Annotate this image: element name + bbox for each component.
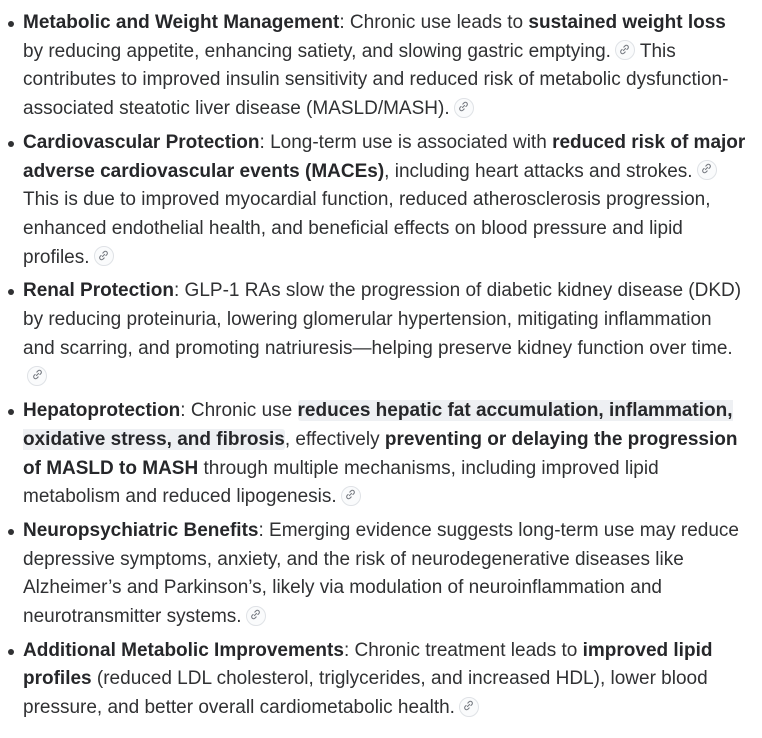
item-text: Chronic use leads to [344,12,529,33]
list-item-metabolic [8,9,746,124]
item-text: (reduced LDL cholesterol, triglycerides, and increased HDL), lower blood pressure, and better overall cardiometabolic health. [23,668,708,719]
item-colon: : [258,519,264,541]
link-icon[interactable] [615,40,635,60]
link-icon[interactable] [459,697,479,717]
benefits-list [8,9,746,723]
item-heading: Neuropsychiatric Benefits [23,519,259,541]
item-text: This is due to improved myocardial function, reduced atherosclerosis progression, enhanced endothelial health, and beneficial effects on blood pressure and lipid profiles. [23,189,711,268]
item-text: This contributes to improved insulin sensitivity and reduced risk of metabolic dysfunction-associated steatotic liver disease (MASLD/MASH). [23,40,729,120]
item-text: by reducing appetite, enhancing satiety, and slowing gastric emptying. [23,40,611,62]
item-bold-text: sustained weight loss [528,12,726,33]
link-icon[interactable] [94,246,114,266]
link-icon[interactable] [246,606,266,626]
item-bold-text: preventing or delaying the progression of MASLD to MASH [23,428,738,479]
item-colon: : [173,280,180,302]
link-icon[interactable] [341,486,361,506]
list-item-renal [8,277,746,392]
link-icon[interactable] [454,98,474,118]
list-item-neuropsychiatric [8,517,746,632]
item-text: GLP-1 RAs slow the progression of diabetic kidney disease (DKD) by reducing proteinuria, lowering glomerular hypertension, mitigating inflammation and scarring, and promoting natriuresis—helping preserve kidney function over time. [23,280,742,359]
item-text: , effectively [284,428,385,450]
link-icon[interactable] [27,366,47,386]
item-text: Long-term use is associated with [264,131,553,153]
item-colon: : [180,400,186,422]
item-heading: Renal Protection [23,280,174,302]
item-heading: Hepatoprotection [23,400,181,422]
item-bold-text: improved lipid profiles [23,639,713,690]
item-text: , including heart attacks and strokes. [384,160,693,182]
list-item-additional-metabolic [8,637,746,723]
item-highlighted-text: reduces hepatic fat accumulation, inflammation, oxidative stress, and fibrosis [23,400,733,450]
item-text: Emerging evidence suggests long-term use may reduce depressive symptoms, anxiety, and the risk of neurodegenerative diseases like Alzheimer’s and Parkinson’s, likely via modulation of neuroinflammation and neurotransmitter systems. [23,519,739,628]
item-bold-text: reduced risk of major adverse cardiovascular events (MACEs) [23,131,746,182]
item-heading: Cardiovascular Protection [23,131,260,153]
item-colon: : [259,131,265,153]
link-icon[interactable] [697,160,717,180]
item-heading: Additional Metabolic Improvements [23,639,344,661]
item-text: Chronic treatment leads to [349,639,583,661]
item-text: through multiple mechanisms, including improved lipid metabolism and reduced lipogenesis. [23,457,659,508]
list-item-cardiovascular [8,129,746,273]
list-item-hepatoprotection [8,397,746,512]
item-colon: : [339,12,345,33]
item-heading: Metabolic and Weight Management [23,12,340,33]
item-text: Chronic use [185,400,298,422]
item-colon: : [343,639,350,661]
